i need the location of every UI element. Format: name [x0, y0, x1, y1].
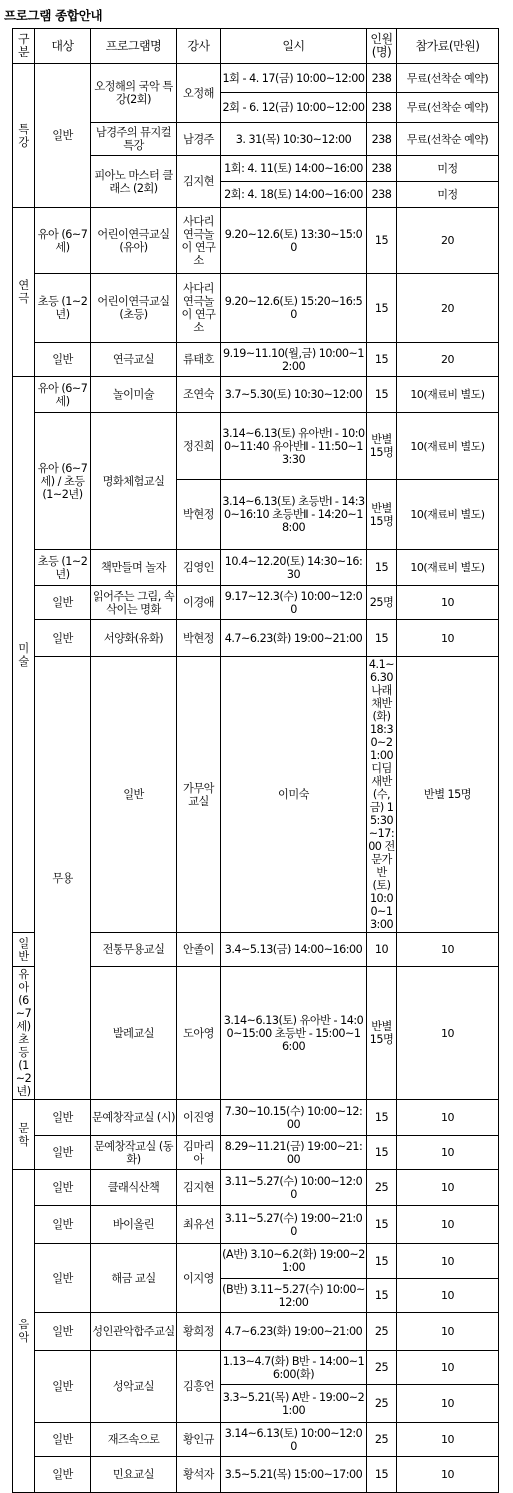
program-table	[12, 28, 499, 1493]
cell-target: 유아 (6~7세) 초등 (1~2년)	[13, 967, 35, 1100]
header-schedule: 일시	[221, 29, 367, 64]
cell-target: 유아 (6~7세)	[35, 377, 91, 413]
cell-target: 일반	[35, 1244, 91, 1313]
cell-capacity: 15	[367, 1457, 397, 1493]
cell-instructor: 도아영	[177, 967, 221, 1100]
cell-instructor: 황인규	[177, 1423, 221, 1457]
cell-instructor: 사다리 연극놀이 연구소	[177, 274, 221, 343]
cell-schedule: 4.1~6.30 나래채반(화) 18:30~21:00 디딤새반(수,금) 15:30~17:00 전문가반(토) 10:00~13:00	[368, 658, 395, 931]
cell-schedule: 9.17~12.3(수) 10:00~12:00	[221, 586, 367, 620]
cell-instructor: 이진영	[177, 1100, 221, 1136]
cell-program: 오정해의 국악 특강(2회)	[91, 64, 177, 123]
section-dance: 무용	[35, 657, 91, 1100]
cell-program: 피아노 마스터 클래스 (2회)	[91, 156, 177, 208]
cell-capacity: 15	[367, 274, 397, 343]
cell-fee: 10	[397, 586, 499, 620]
cell-program: 문예창작교실 (시)	[91, 1100, 177, 1136]
table-row	[13, 1136, 499, 1170]
cell-target: 일반	[13, 933, 35, 967]
cell-program: 읽어주는 그림, 속삭이는 명화	[91, 586, 177, 620]
cell-target: 일반	[35, 1351, 91, 1423]
cell-fee: 10	[397, 1423, 499, 1457]
cell-fee: 20	[397, 274, 499, 343]
cell-fee: 10	[397, 1136, 499, 1170]
cell-fee: 10(재료비 별도)	[397, 550, 499, 586]
cell-capacity: 15	[367, 377, 397, 413]
header-category: 구분	[13, 29, 35, 64]
table-row	[13, 413, 499, 480]
cell-capacity: 238	[367, 123, 397, 156]
cell-schedule: 1회: 4. 11(토) 14:00~16:00	[221, 156, 367, 182]
cell-target: 일반	[35, 1457, 91, 1493]
cell-fee: 10	[397, 1457, 499, 1493]
cell-fee: 무료(선착순 예약)	[397, 93, 499, 123]
header-instructor: 강사	[177, 29, 221, 64]
cell-capacity: 15	[367, 1244, 397, 1279]
cell-fee: 20	[397, 343, 499, 377]
cell-fee: 무료(선착순 예약)	[397, 123, 499, 156]
cell-capacity: 반별 15명	[367, 480, 397, 550]
cell-fee: 10(재료비 별도)	[397, 377, 499, 413]
cell-schedule: 4.7~6.23(화) 19:00~21:00	[221, 620, 367, 657]
cell-capacity: 15	[367, 208, 397, 274]
cell-schedule: 2회: 4. 18(토) 14:00~16:00	[221, 182, 367, 208]
table-row	[13, 1170, 499, 1206]
cell-program: 놀이미술	[91, 377, 177, 413]
cell-instructor: 최유선	[177, 1206, 221, 1244]
cell-capacity: 15	[367, 620, 397, 657]
cell-capacity: 반별 15명	[397, 657, 499, 933]
cell-capacity: 25명	[367, 586, 397, 620]
cell-program: 명화체험교실	[91, 413, 177, 550]
cell-instructor: 박현정	[177, 620, 221, 657]
cell-target: 초등 (1~2년)	[35, 550, 91, 586]
cell-program: 남경주의 뮤지컬 특강	[91, 123, 177, 156]
cell-schedule: 9.20~12.6(토) 15:20~16:50	[221, 274, 367, 343]
table-row	[13, 1351, 499, 1385]
section-art: 미술	[13, 377, 35, 933]
cell-fee: 10	[397, 1206, 499, 1244]
cell-program: 민요교실	[91, 1457, 177, 1493]
header-target: 대상	[35, 29, 91, 64]
cell-schedule: 9.20~12.6(토) 13:30~15:00	[221, 208, 367, 274]
table-row	[13, 1423, 499, 1457]
cell-target: 일반	[35, 1206, 91, 1244]
table-row	[13, 657, 499, 933]
cell-instructor: 남경주	[177, 123, 221, 156]
cell-schedule: 10.4~12.20(토) 14:30~16:30	[221, 550, 367, 586]
cell-program: 어린이연극교실 (초등)	[91, 274, 177, 343]
cell-schedule: 1회 - 4. 17(금) 10:00~12:00	[221, 64, 367, 93]
cell-fee: 10	[397, 1313, 499, 1351]
cell-instructor: 황석자	[177, 1457, 221, 1493]
cell-instructor: 이경애	[177, 586, 221, 620]
cell-program: 연극교실	[91, 343, 177, 377]
header-program: 프로그램명	[91, 29, 177, 64]
cell-fee: 10(재료비 별도)	[397, 413, 499, 480]
cell-schedule: 3.11~5.27(수) 19:00~21:00	[221, 1206, 367, 1244]
cell-instructor: 박현정	[177, 480, 221, 550]
cell-capacity: 238	[367, 156, 397, 182]
cell-capacity: 15	[367, 1136, 397, 1170]
cell-instructor: 류태호	[177, 343, 221, 377]
page-title: 프로그램 종합안내	[4, 8, 103, 23]
cell-schedule: 3.14~6.13(토) 유아반 - 14:00~15:00 초등반 - 15:00~16:00	[221, 967, 367, 1100]
table-row	[13, 64, 499, 93]
cell-capacity: 15	[367, 343, 397, 377]
table-row	[13, 208, 499, 274]
table-row	[13, 550, 499, 586]
table-row	[13, 274, 499, 343]
cell-program: 발레교실	[91, 967, 177, 1100]
cell-program: 서양화(유화)	[91, 620, 177, 657]
cell-schedule: 3.3~5.21(목) A반 - 19:00~21:00	[221, 1385, 367, 1423]
cell-instructor: 김마리아	[177, 1136, 221, 1170]
cell-target: 일반	[35, 1136, 91, 1170]
cell-capacity: 238	[367, 64, 397, 93]
cell-schedule: 3.5~5.21(목) 15:00~17:00	[221, 1457, 367, 1493]
cell-fee: 10	[397, 1351, 499, 1385]
table-row	[13, 1244, 499, 1279]
table-row	[13, 1313, 499, 1351]
cell-instructor: 황희정	[177, 1313, 221, 1351]
cell-schedule: 1.13~4.7(화) B반 - 14:00~16:00(화)	[221, 1351, 367, 1385]
cell-program: 바이올린	[91, 1206, 177, 1244]
cell-program: 성악교실	[91, 1351, 177, 1423]
cell-program: 클래식산책	[91, 1170, 177, 1206]
cell-target: 유아 (6~7세) / 초등 (1~2년)	[35, 413, 91, 550]
cell-capacity: 25	[367, 1313, 397, 1351]
cell-instructor: 김흥언	[177, 1351, 221, 1423]
cell-target: 일반	[35, 343, 91, 377]
cell-program: 문예창작교실 (동화)	[91, 1136, 177, 1170]
cell-fee: 10(재료비 별도)	[397, 480, 499, 550]
table-row	[13, 1206, 499, 1244]
cell-target: 일반	[35, 1100, 91, 1136]
cell-target: 일반	[35, 1423, 91, 1457]
cell-target: 일반	[35, 64, 91, 208]
cell-schedule: (A반) 3.10~6.2(화) 19:00~21:00	[221, 1244, 367, 1279]
cell-capacity: 15	[367, 550, 397, 586]
cell-target: 일반	[35, 620, 91, 657]
cell-target: 유아 (6~7세)	[35, 208, 91, 274]
cell-capacity: 25	[367, 1423, 397, 1457]
table-row	[13, 1100, 499, 1136]
cell-capacity: 238	[367, 93, 397, 123]
cell-fee: 10	[397, 1100, 499, 1136]
header-fee: 참가료(만원)	[397, 29, 499, 64]
table-row	[13, 586, 499, 620]
cell-schedule: 3.14~6.13(토) 10:00~12:00	[221, 1423, 367, 1457]
cell-program: 가무악교실	[177, 657, 221, 933]
cell-capacity: 반별 15명	[367, 413, 397, 480]
cell-capacity: 반별 15명	[367, 967, 397, 1100]
cell-target: 일반	[35, 1170, 91, 1206]
table-row	[13, 620, 499, 657]
cell-capacity: 15	[367, 1100, 397, 1136]
section-theater: 연극	[13, 208, 35, 377]
cell-capacity: 25	[367, 1351, 397, 1385]
cell-fee: 10	[397, 620, 499, 657]
cell-fee: 20	[397, 208, 499, 274]
cell-program: 재즈속으로	[91, 1423, 177, 1457]
cell-fee: 10	[397, 1385, 499, 1423]
cell-schedule: 8.29~11.21(금) 19:00~21:00	[221, 1136, 367, 1170]
cell-capacity: 25	[367, 1170, 397, 1206]
cell-fee: 무료(선착순 예약)	[397, 64, 499, 93]
cell-schedule: (B반) 3.11~5.27(수) 10:00~12:00	[221, 1279, 367, 1313]
cell-instructor: 김지현	[177, 156, 221, 208]
cell-capacity: 10	[367, 933, 397, 967]
cell-fee: 10	[397, 1244, 499, 1279]
cell-instructor: 김영인	[177, 550, 221, 586]
cell-instructor: 이미숙	[221, 657, 367, 933]
section-literature: 문학	[13, 1100, 35, 1170]
cell-schedule: 3.14~6.13(토) 초등반Ⅰ - 14:30~16:10 초등반Ⅱ - 14:20~18:00	[221, 480, 367, 550]
cell-schedule: 3.14~6.13(토) 유아반Ⅰ - 10:00~11:40 유아반Ⅱ - 11:50~13:30	[221, 413, 367, 480]
cell-schedule: 7.30~10.15(수) 10:00~12:00	[221, 1100, 367, 1136]
cell-instructor: 조연숙	[177, 377, 221, 413]
cell-instructor: 정진희	[177, 413, 221, 480]
cell-target: 일반	[35, 586, 91, 620]
cell-capacity: 15	[367, 1206, 397, 1244]
cell-instructor: 안졸이	[177, 933, 221, 967]
cell-fee: 10	[397, 1279, 499, 1313]
cell-capacity: 25	[367, 1385, 397, 1423]
table-row	[13, 343, 499, 377]
header-row	[13, 29, 499, 64]
cell-fee: 미정	[397, 156, 499, 182]
cell-target: 일반	[35, 1313, 91, 1351]
section-music: 음악	[13, 1170, 35, 1493]
cell-target: 초등 (1~2년)	[35, 274, 91, 343]
cell-capacity: 15	[367, 1279, 397, 1313]
cell-schedule: 9.19~11.10(월,금) 10:00~12:00	[221, 343, 367, 377]
header-capacity: 인원(명)	[367, 29, 397, 64]
cell-fee: 10	[397, 967, 499, 1100]
cell-program: 성인관악합주교실	[91, 1313, 177, 1351]
cell-program: 전통무용교실	[91, 933, 177, 967]
cell-schedule: 3.4~5.13(금) 14:00~16:00	[221, 933, 367, 967]
table-row	[13, 1457, 499, 1493]
cell-program: 어린이연극교실 (유아)	[91, 208, 177, 274]
cell-program: 책만들며 놀자	[91, 550, 177, 586]
cell-instructor: 김지현	[177, 1170, 221, 1206]
cell-instructor: 사다리 연극놀이 연구소	[177, 208, 221, 274]
cell-fee: 미정	[397, 182, 499, 208]
cell-fee: 10	[397, 933, 499, 967]
cell-schedule: 3.11~5.27(수) 10:00~12:00	[221, 1170, 367, 1206]
cell-schedule: 4.7~6.23(화) 19:00~21:00	[221, 1313, 367, 1351]
cell-fee: 10	[397, 1170, 499, 1206]
cell-schedule: 3. 31(목) 10:30~12:00	[221, 123, 367, 156]
cell-instructor: 이지영	[177, 1244, 221, 1313]
cell-instructor: 오정해	[177, 64, 221, 123]
cell-capacity: 238	[367, 182, 397, 208]
section-special: 특강	[13, 64, 35, 208]
cell-schedule: 2회 - 6. 12(금) 10:00~12:00	[221, 93, 367, 123]
table-row	[13, 377, 499, 413]
cell-target: 일반	[91, 657, 177, 933]
cell-program: 해금 교실	[91, 1244, 177, 1313]
cell-schedule: 3.7~5.30(토) 10:30~12:00	[221, 377, 367, 413]
